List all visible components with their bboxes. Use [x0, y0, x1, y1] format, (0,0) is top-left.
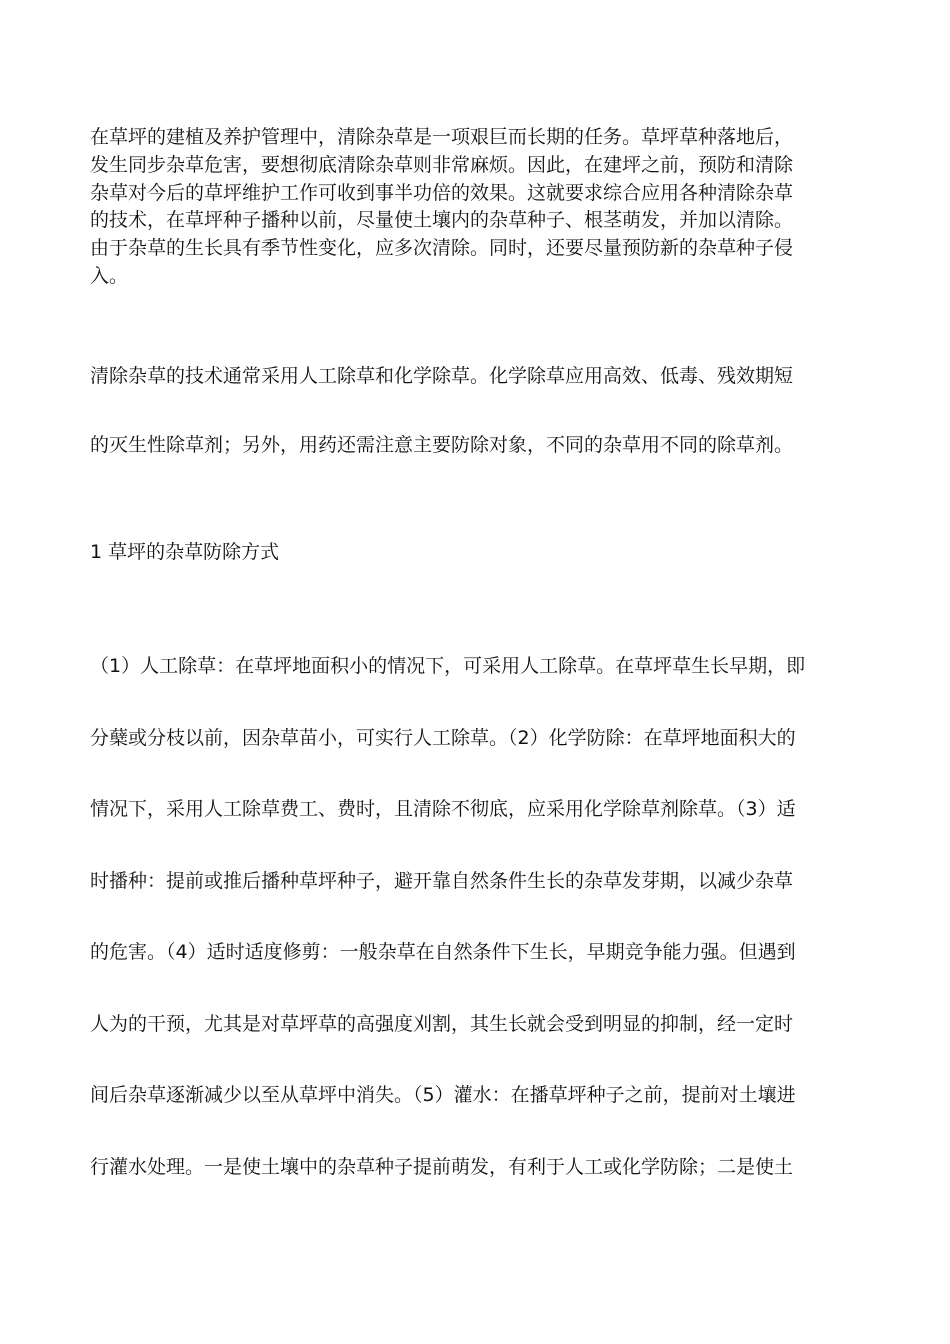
paragraph-line: 的灭生性除草剂；另外，用药还需注意主要防除对象，不同的杂草用不同的除草剂。	[90, 434, 794, 456]
paragraph-line: 间后杂草逐渐减少以至从草坪中消失。（5）灌水：在播草坪种子之前，提前对土壤进	[90, 1084, 796, 1106]
paragraph-line: 发生同步杂草危害，要想彻底清除杂草则非常麻烦。因此，在建坪之前，预防和清除	[90, 154, 794, 176]
paragraph-line: 时播种：提前或推后播种草坪种子，避开靠自然条件生长的杂草发芽期，以减少杂草	[90, 870, 794, 892]
paragraph-line: 的技术，在草坪种子播种以前，尽量使土壤内的杂草种子、根茎萌发，并加以清除。	[90, 209, 794, 231]
paragraph-line: 杂草对今后的草坪维护工作可收到事半功倍的效果。这就要求综合应用各种清除杂草	[90, 182, 794, 204]
paragraph-line: 清除杂草的技术通常采用人工除草和化学除草。化学除草应用高效、低毒、残效期短	[90, 365, 794, 387]
paragraph-line: 由于杂草的生长具有季节性变化，应多次清除。同时，还要尽量预防新的杂草种子侵	[90, 237, 794, 259]
paragraph-line: 分蘖或分枝以前，因杂草苗小，可实行人工除草。（2）化学防除：在草坪地面积大的	[90, 727, 796, 749]
paragraph-line: 的危害。（4）适时适度修剪：一般杂草在自然条件下生长，早期竞争能力强。但遇到	[90, 941, 796, 963]
paragraph-line: 情况下，采用人工除草费工、费时，且清除不彻底，应采用化学除草剂除草。（3）适	[90, 798, 796, 820]
paragraph-line: 行灌水处理。一是使土壤中的杂草种子提前萌发，有利于人工或化学防除；二是使土	[90, 1156, 794, 1178]
paragraph-line: （1）人工除草：在草坪地面积小的情况下，可采用人工除草。在草坪草生长早期，即	[90, 655, 806, 677]
paragraph-line: 在草坪的建植及养护管理中，清除杂草是一项艰巨而长期的任务。草坪草种落地后，	[90, 126, 794, 148]
paragraph-line: 人为的干预，尤其是对草坪草的高强度刈割，其生长就会受到明显的抑制，经一定时	[90, 1013, 794, 1035]
paragraph-line: 入。	[90, 265, 129, 287]
section-heading: 1 草坪的杂草防除方式	[90, 541, 280, 563]
